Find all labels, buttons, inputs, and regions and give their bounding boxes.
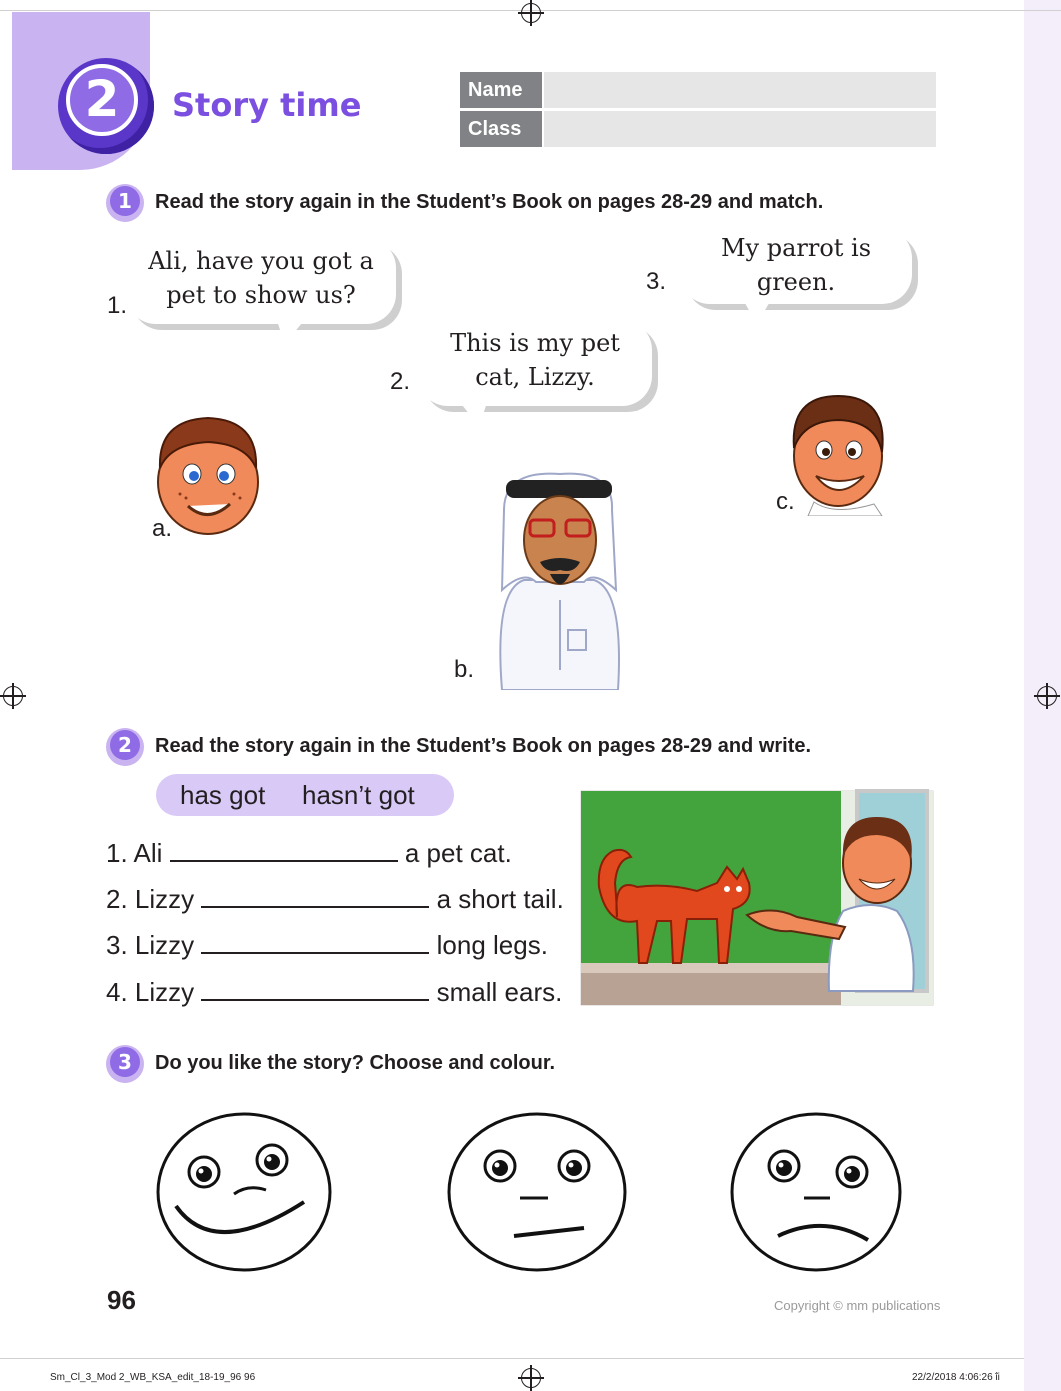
exercise-1-badge: [106, 184, 144, 222]
sentence-1-end: a pet cat.: [404, 838, 512, 868]
sentence-4-end: small ears.: [436, 977, 563, 1007]
sentence-4-start: 4. Lizzy: [106, 977, 195, 1007]
bubble-1-line2: pet to show us?: [166, 281, 356, 309]
sentence-4-blank[interactable]: [201, 979, 429, 1001]
sentence-2-start: 2. Lizzy: [106, 884, 195, 914]
registration-mark-left: [3, 686, 23, 706]
word-option-has-got[interactable]: has got: [180, 780, 266, 810]
sentence-3: [106, 930, 548, 961]
sentence-3-end: long legs.: [436, 930, 548, 960]
bubble-3-tail: [742, 298, 772, 324]
bubble-3-line2: green.: [756, 268, 836, 296]
character-b-letter: b.: [454, 656, 475, 683]
neutral-face-icon[interactable]: [444, 1110, 630, 1274]
speech-bubble-2[interactable]: [418, 320, 652, 406]
bubble-1-number: 1.: [107, 292, 128, 319]
registration-mark-right: [1037, 686, 1057, 706]
bubble-2-line2: cat, Lizzy.: [475, 363, 595, 391]
exercise-1-instruction: Read the story again in the Student’s Book on pages 28-29 and match.: [155, 191, 824, 213]
sentence-3-start: 3. Lizzy: [106, 930, 195, 960]
name-label: Name: [460, 72, 542, 108]
exercise-2-badge: [106, 728, 144, 766]
exercise-2-number: 2: [110, 730, 140, 760]
registration-mark-bottom: [521, 1368, 541, 1388]
sentence-3-blank[interactable]: [201, 932, 429, 954]
sad-face-icon[interactable]: [728, 1110, 904, 1274]
class-label: Class: [460, 111, 542, 147]
registration-mark-top: [521, 3, 541, 23]
exercise-3-number: 3: [110, 1047, 140, 1077]
sentence-4: [106, 977, 562, 1008]
exercise-3-badge: [106, 1045, 144, 1083]
word-bank: [156, 774, 454, 816]
print-slug-right: 22/2/2018 4:06:26 ΐi: [912, 1372, 1000, 1383]
character-a-letter: a.: [152, 515, 173, 542]
unit-number: 2: [66, 64, 138, 136]
exercise-2-instruction: Read the story again in the Student’s Book on pages 28-29 and write.: [155, 735, 812, 757]
print-slug-left: Sm_Cl_3_Mod 2_WB_KSA_edit_18-19_96 96: [50, 1372, 256, 1383]
copyright-text: Copyright © mm publications: [774, 1298, 941, 1313]
bottom-trim-line: [0, 1358, 1024, 1359]
character-c-letter: c.: [776, 488, 795, 515]
speech-bubble-1[interactable]: [126, 238, 396, 324]
happy-face-icon[interactable]: [154, 1110, 334, 1274]
sentence-2-blank[interactable]: [201, 886, 429, 908]
name-field[interactable]: [544, 72, 936, 108]
exercise-3-instruction: Do you like the story? Choose and colour.: [155, 1052, 556, 1074]
sentence-1-start: 1. Ali: [106, 838, 163, 868]
story-scene-cat-and-ali-illustration: [577, 787, 937, 1009]
sentence-2: [106, 884, 564, 915]
speech-bubble-3[interactable]: [680, 228, 912, 304]
bubble-3-line1: My parrot is: [720, 234, 872, 262]
bubble-2-number: 2.: [390, 368, 411, 395]
sentence-2-end: a short tail.: [436, 884, 564, 914]
sentence-1: [106, 838, 512, 869]
bubble-3-number: 3.: [646, 268, 667, 295]
bubble-1-line1: Ali, have you got a: [148, 247, 374, 275]
sentence-1-blank[interactable]: [170, 840, 398, 862]
character-b-teacher-illustration[interactable]: [484, 470, 634, 690]
class-field[interactable]: [544, 111, 936, 147]
bubble-1-tail: [276, 318, 306, 344]
word-option-hasnt-got[interactable]: hasn’t got: [302, 780, 415, 810]
page-title: Story time: [172, 86, 362, 124]
page-number: 96: [107, 1285, 136, 1315]
character-c-ali-illustration[interactable]: [784, 392, 890, 516]
bubble-2-tail: [458, 400, 488, 426]
bubble-2-line1: This is my pet: [450, 329, 620, 357]
exercise-1-number: 1: [110, 186, 140, 216]
